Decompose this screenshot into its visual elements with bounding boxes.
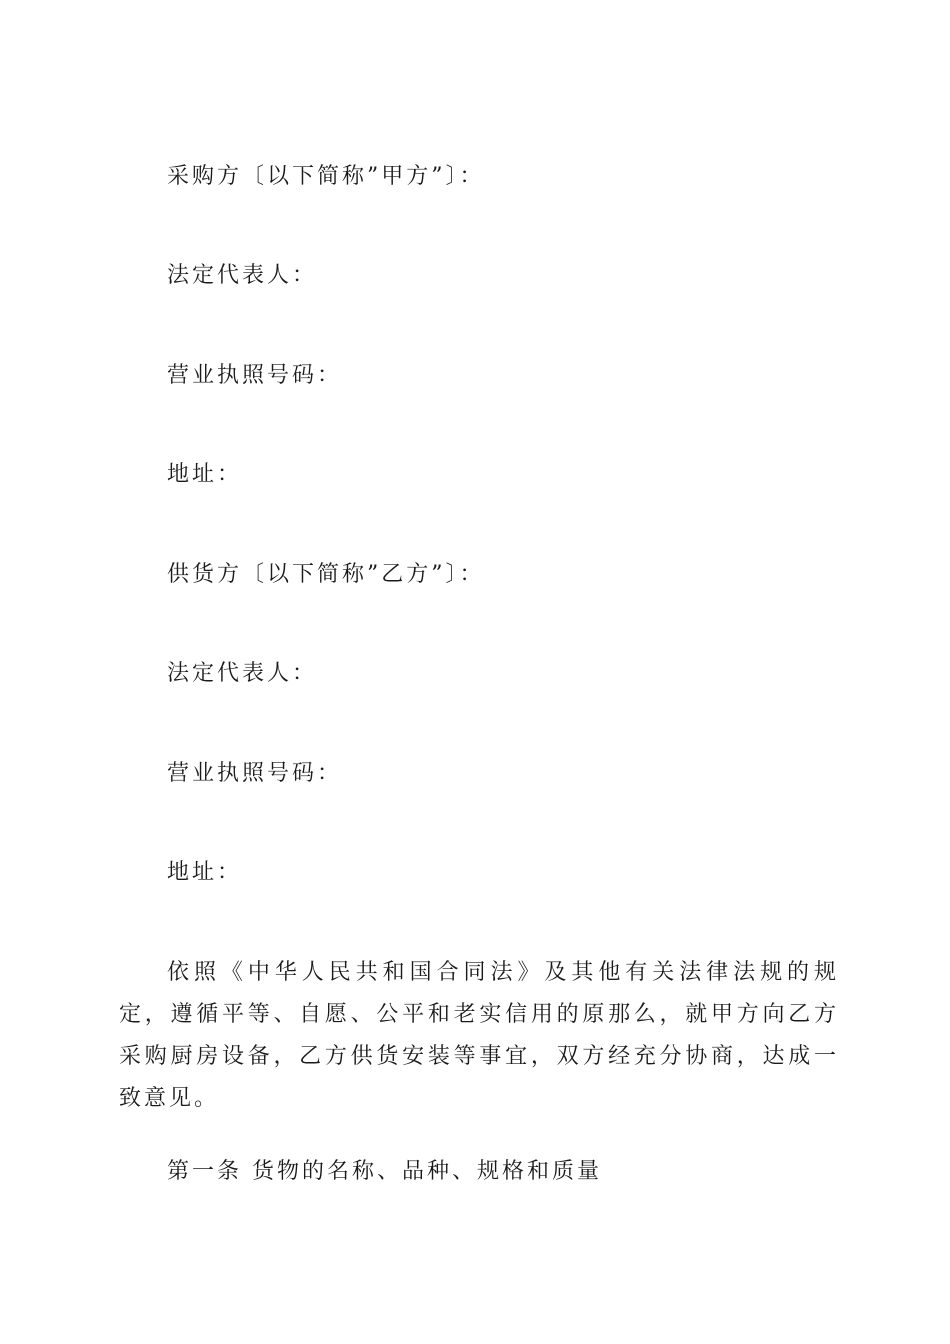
party-a-title: 采购方〔以下简称”甲方”〕： [167, 164, 485, 189]
party-b-license-number: 营业执照号码： [167, 761, 343, 786]
party-b-address: 地址： [167, 860, 243, 885]
party-a-address: 地址： [167, 462, 243, 487]
contract-preamble: 依照《中华人民共和国合同法》及其他有关法律法规的规定，遵循平等、自愿、公平和老实信用的原那么，就甲方向乙方采购厨房设备，乙方供货安装等事宜，双方经充分协商，达成一致意见。 [119, 960, 839, 1111]
party-b-title: 供货方〔以下简称”乙方”〕： [167, 562, 485, 587]
article-1-heading: 第一条 货物的名称、品种、规格和质量 [167, 1159, 602, 1184]
party-a-license-number: 营业执照号码： [167, 363, 343, 388]
party-b-representative: 法定代表人： [167, 661, 318, 686]
party-a-representative: 法定代表人： [167, 263, 318, 288]
